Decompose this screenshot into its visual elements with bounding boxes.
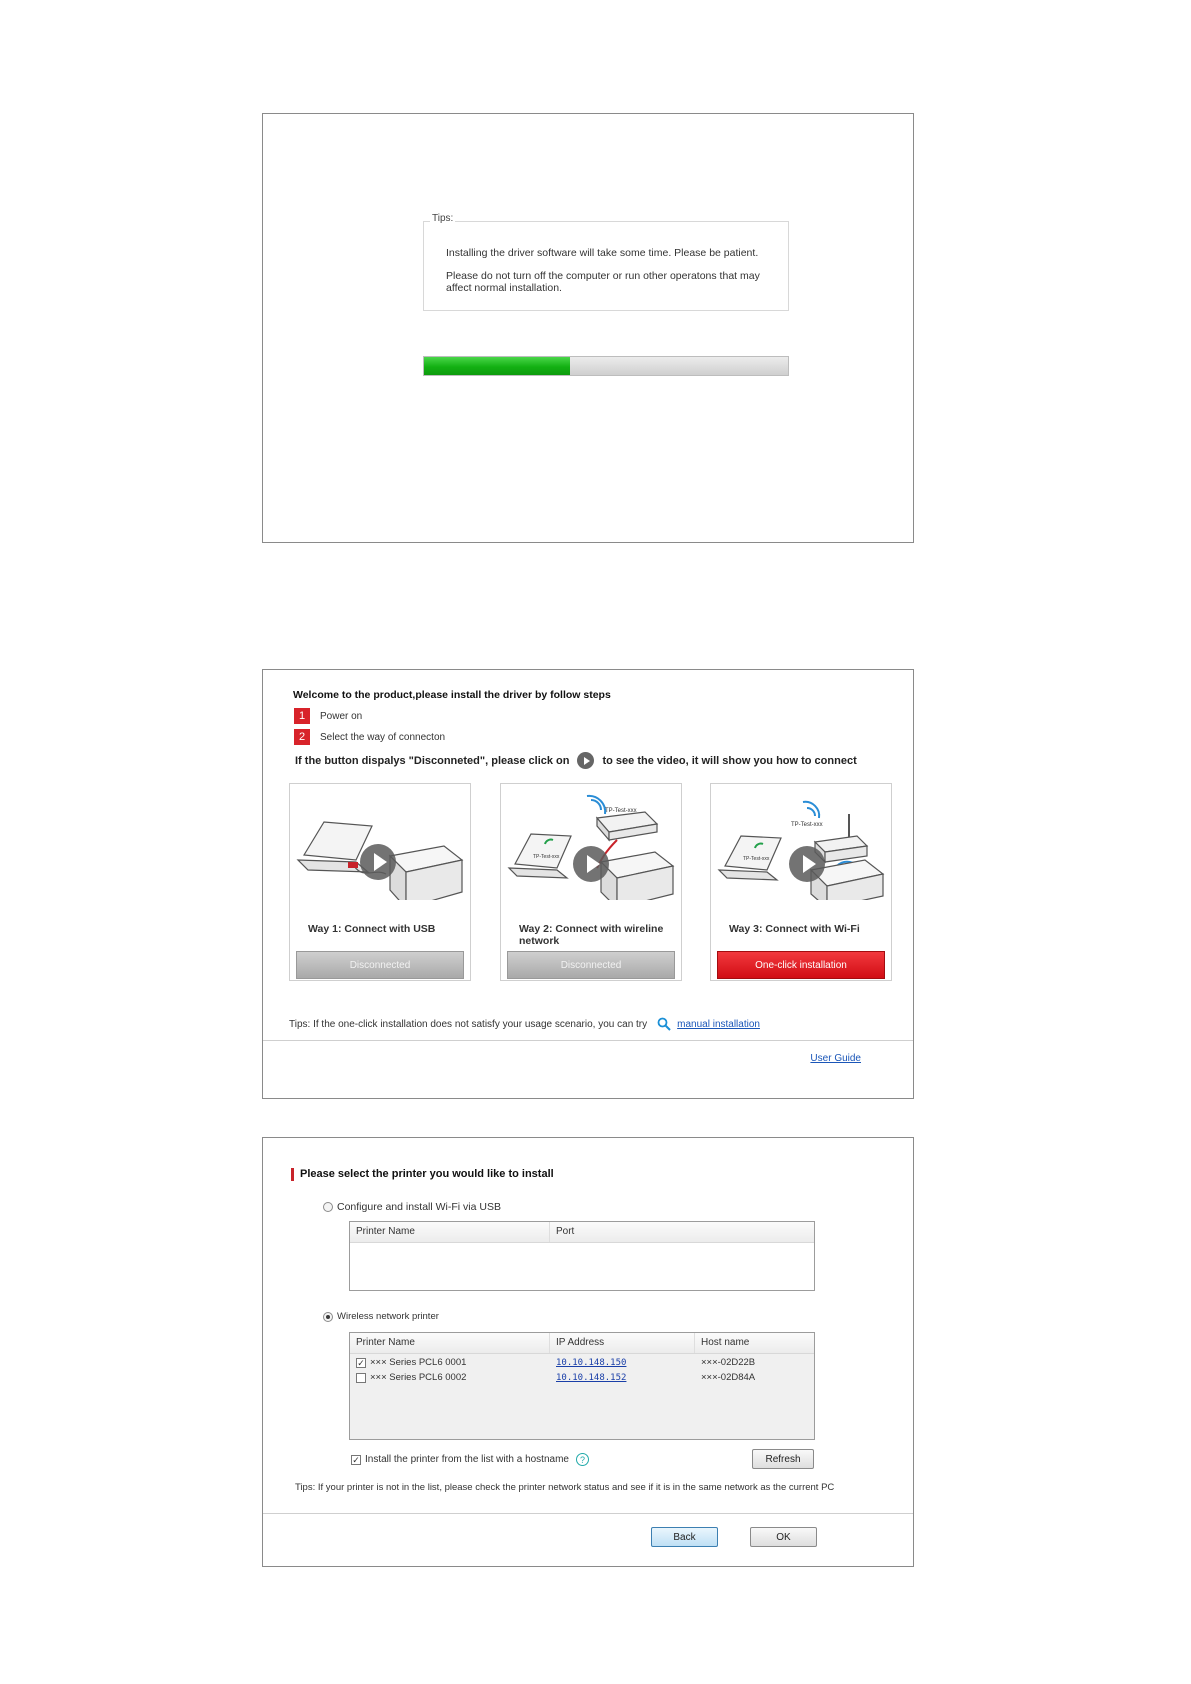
way-2-card <box>500 783 682 981</box>
tips-line-2: Please do not turn off the computer or run other operatons that may <box>446 270 760 282</box>
back-button[interactable]: Back <box>651 1527 718 1547</box>
way-1-status-button[interactable]: Disconnected <box>296 951 464 979</box>
printer-name: ××× Series PCL6 0001 <box>370 1357 467 1368</box>
progress-fill <box>424 357 570 375</box>
play-icon <box>577 752 594 769</box>
wired-network-illustration <box>505 790 677 900</box>
tips-title: Tips: <box>432 213 454 224</box>
install-progress-bar <box>423 356 789 376</box>
wireless-option-label: Wireless network printer <box>337 1311 439 1322</box>
printer-select-title: Please select the printer you would like to install <box>291 1168 554 1181</box>
way-2-label: Way 2: Connect with wireline network <box>519 923 664 947</box>
col-printer-name: Printer Name <box>350 1333 550 1353</box>
hostname-checkbox-label: Install the printer from the list with a hostname <box>365 1454 569 1465</box>
ip-address-link[interactable]: 10.10.148.152 <box>556 1372 627 1383</box>
col-host-name: Host name <box>701 1337 750 1348</box>
usb-table-header <box>350 1222 814 1243</box>
way-3-router-label: TP-Test-xxx <box>791 822 823 828</box>
ok-button[interactable]: OK <box>750 1527 817 1547</box>
host-name: ×××-02D84A <box>701 1372 756 1383</box>
user-guide-link[interactable]: User Guide <box>810 1053 861 1064</box>
table-row[interactable] <box>350 1370 814 1385</box>
way-1-label: Way 1: Connect with USB <box>308 923 436 935</box>
one-click-install-button[interactable]: One-click installation <box>717 951 885 979</box>
col-port: Port <box>556 1226 575 1237</box>
hostname-install-option <box>351 1453 589 1466</box>
host-name: ×××-02D22B <box>701 1357 756 1368</box>
tips-box <box>423 213 789 311</box>
way-2-play-button[interactable] <box>573 846 609 882</box>
step-2-number: 2 <box>294 729 310 745</box>
way-1-card <box>289 783 471 981</box>
tips-text: Tips: If the one-click installation does not satisfy your usage scenario, you can try <box>289 1018 648 1030</box>
hostname-checkbox[interactable]: ✓ <box>352 1454 360 1465</box>
way-3-play-button[interactable] <box>789 846 825 882</box>
wireless-option[interactable] <box>323 1311 439 1322</box>
manual-install-tips <box>289 1017 760 1031</box>
wireless-printer-table <box>349 1332 815 1440</box>
refresh-button[interactable]: Refresh <box>752 1449 814 1469</box>
manual-installation-link[interactable]: manual installation <box>677 1018 760 1030</box>
printer-select-window <box>262 1137 914 1567</box>
step-1-label: Power on <box>320 710 363 722</box>
row-checkbox[interactable] <box>356 1373 366 1383</box>
video-instruction <box>295 752 857 769</box>
step-2-label: Select the way of connecton <box>320 731 446 743</box>
printer-tips: Tips: If your printer is not in the list, please check the printer network status and see if it is in the same network as the current PC <box>295 1482 835 1493</box>
usb-option[interactable] <box>323 1201 501 1213</box>
divider <box>263 1040 913 1041</box>
table-row[interactable] <box>350 1355 814 1370</box>
instruction-before: If the button dispalys "Disconneted", please click on <box>295 754 570 767</box>
way-2-laptop-label: TP-Test-xxx <box>533 854 560 860</box>
install-progress-window <box>262 113 914 543</box>
way-2-status-button[interactable]: Disconnected <box>507 951 675 979</box>
printer-name: ××× Series PCL6 0002 <box>370 1372 467 1383</box>
col-ip-address: IP Address <box>550 1333 695 1353</box>
welcome-title: Welcome to the product,please install the driver by follow steps <box>293 689 611 701</box>
way-1-play-button[interactable] <box>360 844 396 880</box>
usb-option-radio[interactable] <box>323 1202 333 1212</box>
connection-select-window <box>262 669 914 1099</box>
step-2 <box>294 729 445 745</box>
step-1-number: 1 <box>294 708 310 724</box>
wifi-connection-illustration <box>715 790 887 900</box>
wireless-option-radio[interactable] <box>323 1312 333 1322</box>
row-checkbox[interactable]: ✓ <box>357 1357 365 1368</box>
wireless-table-header <box>350 1333 814 1354</box>
way-2-router-label: TP-Test-xxx <box>605 808 637 814</box>
tips-line-3: affect normal installation. <box>446 282 562 294</box>
usb-option-label: Configure and install Wi-Fi via USB <box>337 1201 501 1213</box>
way-3-label: Way 3: Connect with Wi-Fi <box>729 923 860 935</box>
way-3-card <box>710 783 892 981</box>
usb-printer-table <box>349 1221 815 1291</box>
help-icon[interactable]: ? <box>576 1453 589 1466</box>
instruction-after: to see the video, it will show you how to connect <box>602 754 857 767</box>
ip-address-link[interactable]: 10.10.148.150 <box>556 1357 627 1368</box>
col-printer-name: Printer Name <box>350 1222 550 1242</box>
way-3-laptop-label: TP-Test-xxx <box>743 856 770 862</box>
divider <box>263 1513 913 1514</box>
search-icon <box>657 1017 671 1031</box>
step-1 <box>294 708 362 724</box>
tips-line-1: Installing the driver software will take some time. Please be patient. <box>446 247 759 259</box>
